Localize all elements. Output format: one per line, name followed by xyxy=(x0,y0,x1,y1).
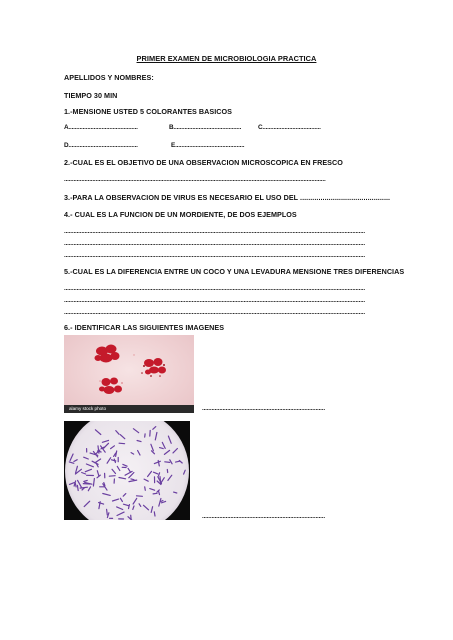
answer-1d[interactable]: D............................................ xyxy=(64,142,138,149)
answer-2-line[interactable]: ...................................................................................................................................................................... xyxy=(64,176,326,183)
question-3: 3.-PARA LA OBSERVACION DE VIRUS ES NECESARIO EL USO DEL ............................................ xyxy=(64,193,391,202)
answer-5-line-2[interactable]: ............................................................................................................................................................................................... xyxy=(64,297,365,304)
answer-6-image-2[interactable]: .............................................................................. xyxy=(202,513,325,520)
bacterial-rod xyxy=(137,496,143,497)
bacterial-rod xyxy=(107,509,108,515)
question-5: 5.-CUAL ES LA DIFERENCIA ENTRE UN COCO Y UNA LEVADURA MENSIONE TRES DIFERENCIAS xyxy=(64,267,405,276)
answer-5-line-1[interactable]: ............................................................................................................................................................................................... xyxy=(64,285,365,292)
bacterial-rod xyxy=(153,493,157,494)
exam-title: PRIMER EXAMEN DE MICROBIOLOGIA PRACTICA xyxy=(136,54,317,63)
purple-rods-graphic xyxy=(64,421,190,520)
answer-4-line-1[interactable]: ............................................................................................................................................................................................... xyxy=(64,228,365,235)
question-4: 4.- CUAL ES LA FUNCION DE UN MORDIENTE, DE DOS EJEMPLOS xyxy=(64,210,297,219)
answer-1e[interactable]: E............................................ xyxy=(171,142,245,149)
image-watermark: alamy stock photo xyxy=(64,405,194,413)
bacterial-rod xyxy=(77,485,78,490)
answer-6-image-1[interactable]: .............................................................................. xyxy=(202,405,325,412)
bacterial-rod xyxy=(131,479,134,480)
bacterial-rod xyxy=(109,476,115,477)
answer-4-line-3[interactable]: ............................................................................................................................................................................................... xyxy=(64,252,365,259)
names-label: APELLIDOS Y NOMBRES: xyxy=(64,73,154,82)
red-clusters-graphic xyxy=(64,335,194,405)
question-6: 6.- IDENTIFICAR LAS SIGUIENTES IMAGENES xyxy=(64,323,225,332)
bacterial-rod xyxy=(145,487,146,490)
bacterial-rod xyxy=(165,462,170,463)
micrograph-red-clusters xyxy=(64,335,194,413)
question-1: 1.-MENSIONE USTED 5 COLORANTES BASICOS xyxy=(64,107,233,116)
bacterial-rod xyxy=(154,512,155,516)
bacterial-rod xyxy=(119,443,125,444)
answer-1a[interactable]: A............................................ xyxy=(64,124,138,131)
question-2: 2.-CUAL ES EL OBJETIVO DE UNA OBSERVACION MICROSCOPICA EN FRESCO xyxy=(64,158,343,167)
answer-5-line-3[interactable]: ............................................................................................................................................................................................... xyxy=(64,309,365,316)
micrograph-purple-rods xyxy=(64,421,190,520)
answer-4-line-2[interactable]: ............................................................................................................................................................................................... xyxy=(64,240,365,247)
answer-1c[interactable]: C..................................... xyxy=(258,124,321,131)
time-label: TIEMPO 30 MIN xyxy=(64,91,118,100)
answer-1b[interactable]: B........................................... xyxy=(169,124,242,131)
bacterial-rod xyxy=(75,484,76,487)
